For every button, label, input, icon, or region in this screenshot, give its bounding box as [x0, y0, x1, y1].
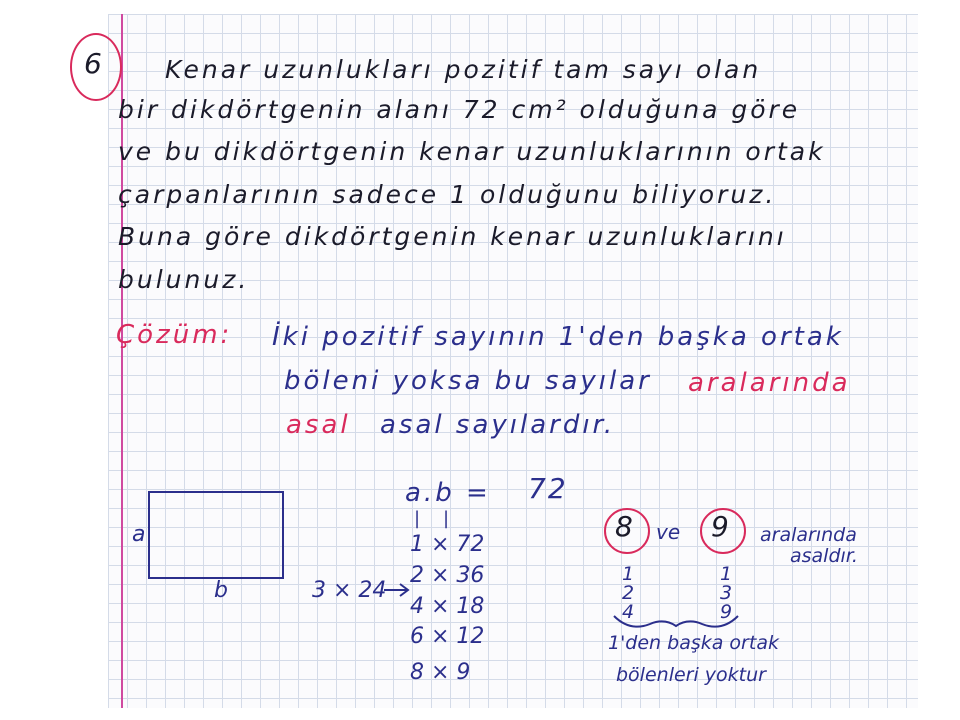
side-b-label: b	[214, 578, 228, 603]
brace-icon	[612, 612, 742, 634]
divisor-9-2: 3	[720, 582, 733, 604]
factor-pair-5: 8 × 9	[410, 660, 471, 685]
question-line-3: ve bu dikdörtgenin kenar uzunluklarının ortak	[118, 137, 826, 166]
coprime-note-line-1: aralarında	[760, 524, 857, 546]
factor-pair-4: 6 × 12	[410, 624, 485, 649]
solution-line-3: asal sayılardır.	[380, 410, 616, 440]
solution-line-2: böleni yoksa bu sayılar	[284, 366, 652, 396]
question-line-1: Kenar uzunlukları pozitif tam sayı olan	[165, 55, 762, 84]
divisor-8-3: 4	[622, 601, 635, 623]
question-line-2: bir dikdörtgenin alanı 72 cm² olduğuna göre	[118, 95, 801, 124]
tick-marks: | |	[414, 508, 450, 529]
factor-pair-2: 2 × 36	[410, 563, 485, 588]
arrow-icon	[382, 580, 412, 600]
solution-highlight-aralarinda: aralarında	[688, 368, 851, 398]
conclusion-line-1: 1'den başka ortak	[608, 632, 779, 654]
equation-right: 72	[528, 472, 568, 505]
side-factor-pair: 3 × 24	[312, 578, 387, 603]
coprime-note-line-2: asaldır.	[790, 545, 858, 567]
conclusion-line-2: bölenleri yoktur	[616, 664, 766, 686]
question-line-6: bulunuz.	[118, 265, 250, 294]
divisor-8-1: 1	[622, 563, 635, 585]
divisor-9-3: 9	[720, 601, 733, 623]
equation-left: a.b =	[405, 478, 491, 508]
rectangle-diagram	[148, 491, 284, 579]
factor-pair-1: 1 × 72	[410, 532, 485, 557]
solution-highlight-asal: asal	[286, 410, 351, 440]
ve-word: ve	[656, 520, 681, 544]
side-a-label: a	[132, 522, 146, 547]
question-number: 6	[84, 47, 102, 80]
factor-pair-3: 4 × 18	[410, 594, 485, 619]
question-line-5: Buna göre dikdörtgenin kenar uzunluklarını	[118, 222, 787, 251]
number-9: 9	[711, 510, 729, 543]
solution-line-1: İki pozitif sayının 1'den başka ortak	[272, 322, 844, 352]
question-number-circle	[70, 33, 122, 101]
question-line-4: çarpanlarının sadece 1 olduğunu biliyoruz.	[118, 180, 777, 209]
divisor-9-1: 1	[720, 563, 733, 585]
number-8: 8	[615, 510, 633, 543]
divisor-8-2: 2	[622, 582, 635, 604]
solution-label: Çözüm:	[116, 320, 233, 350]
